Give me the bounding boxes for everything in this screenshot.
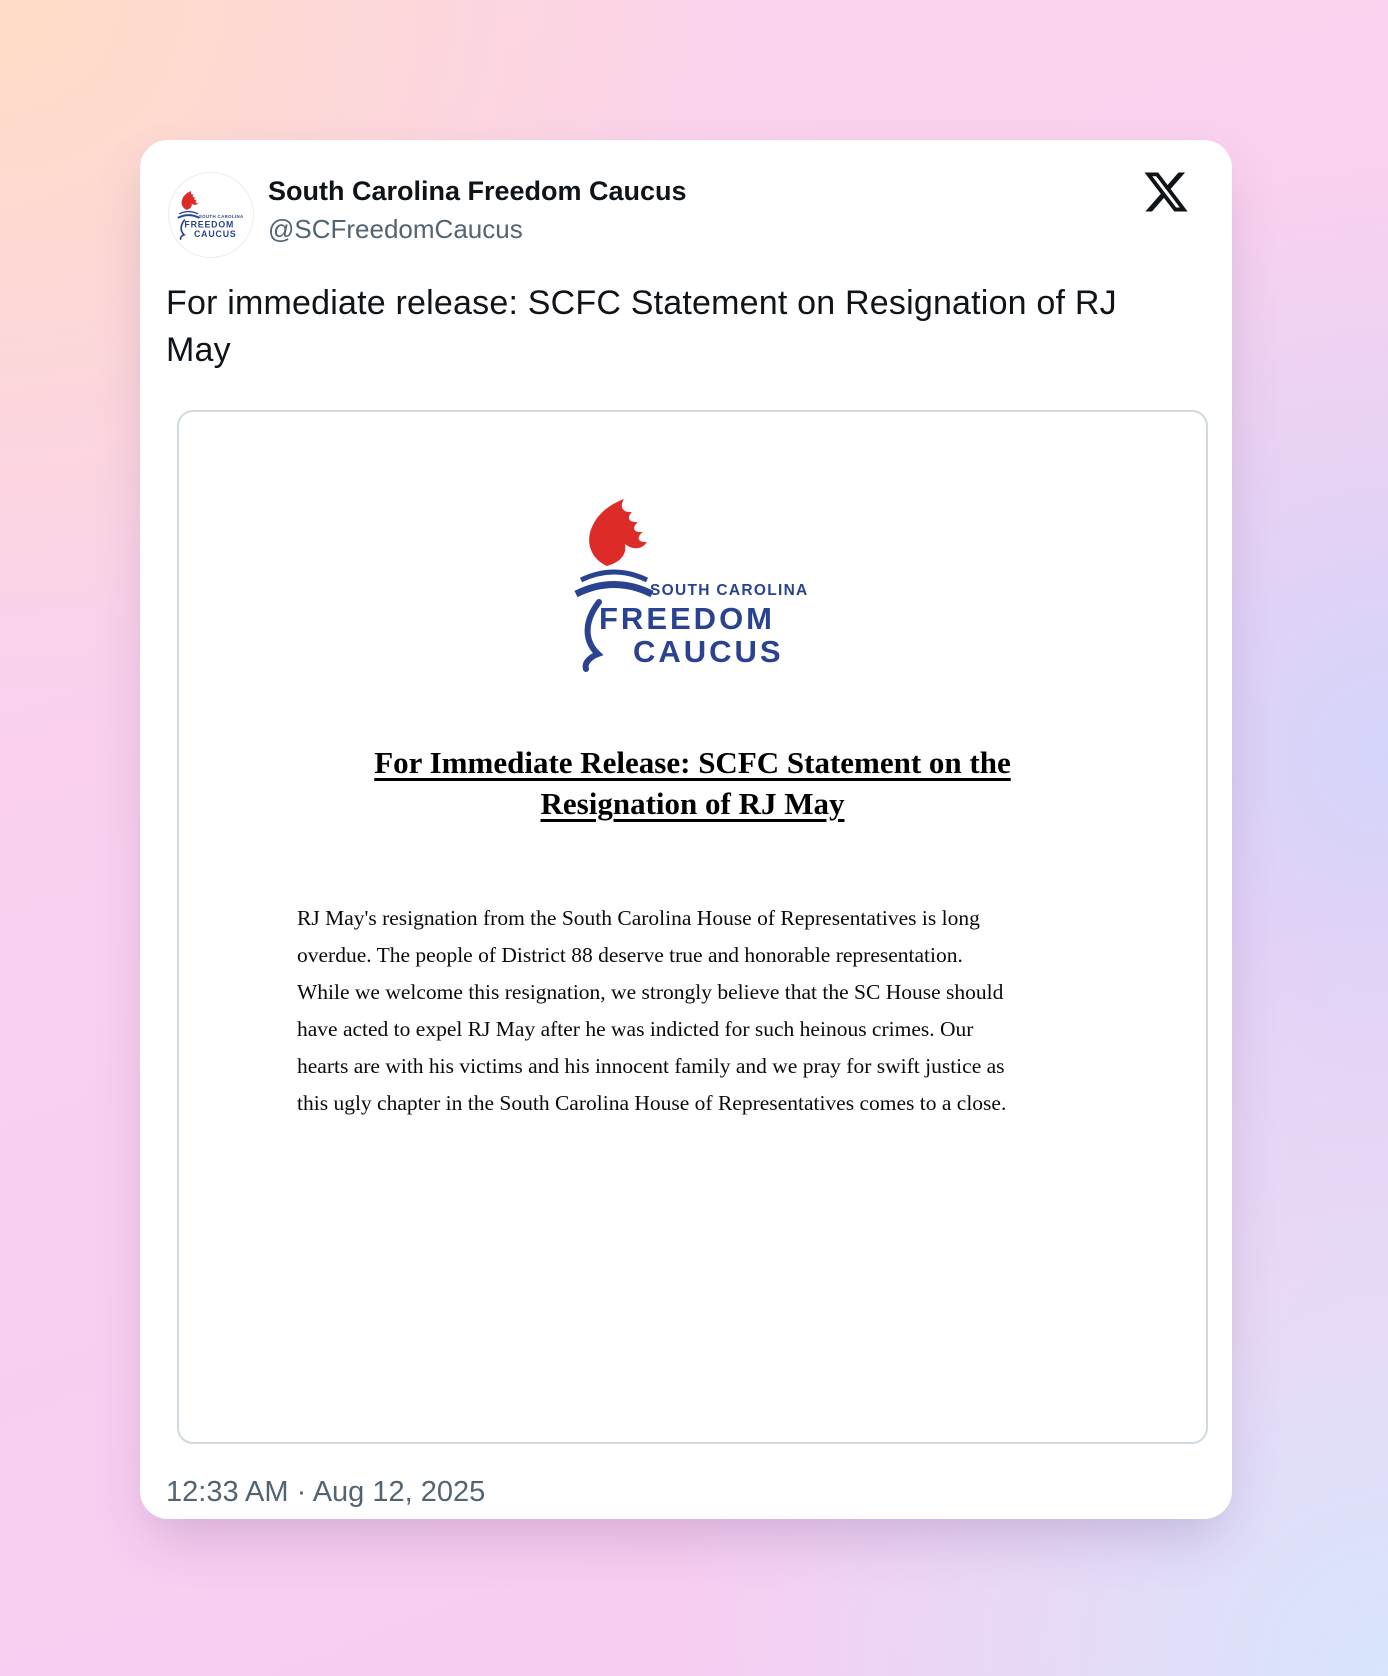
document-body-line: While we welcome this resignation, we strongly believe that the SC House should xyxy=(297,980,1004,1004)
document-body-line: overdue. The people of District 88 deserve true and honorable representation. xyxy=(297,943,963,967)
document-body-line: have acted to expel RJ May after he was indicted for such heinous crimes. Our xyxy=(297,1017,974,1041)
document-body xyxy=(297,900,1206,1122)
avatar[interactable] xyxy=(168,172,254,258)
tweet-header xyxy=(166,164,1206,256)
scfc-logo-icon xyxy=(177,190,245,240)
document-heading xyxy=(179,742,1206,824)
document-body-line: hearts are with his victims and his innocent family and we pray for swift justice as xyxy=(297,1054,1005,1078)
author-handle[interactable]: @SCFreedomCaucus xyxy=(268,214,523,244)
author-block xyxy=(268,174,687,245)
author-name[interactable]: South Carolina Freedom Caucus xyxy=(268,176,687,206)
scfc-logo xyxy=(573,496,813,672)
document-body-line: RJ May's resignation from the South Carolina House of Representatives is long xyxy=(297,906,980,930)
x-logo-icon[interactable] xyxy=(1142,168,1190,216)
document-heading-line1: For Immediate Release: SCFC Statement on the xyxy=(374,745,1011,780)
tweet-timestamp[interactable]: 12:33 AM · Aug 12, 2025 xyxy=(166,1476,486,1508)
document-body-line: this ugly chapter in the South Carolina House of Representatives comes to a close. xyxy=(297,1091,1007,1115)
tweet-text: For immediate release: SCFC Statement on Resignation of RJ May xyxy=(166,284,1117,369)
tweet-card xyxy=(140,140,1232,1519)
press-release-document xyxy=(179,496,1206,1444)
document-heading-line2: Resignation of RJ May xyxy=(540,786,845,821)
tweet-media-image[interactable] xyxy=(177,410,1208,1444)
